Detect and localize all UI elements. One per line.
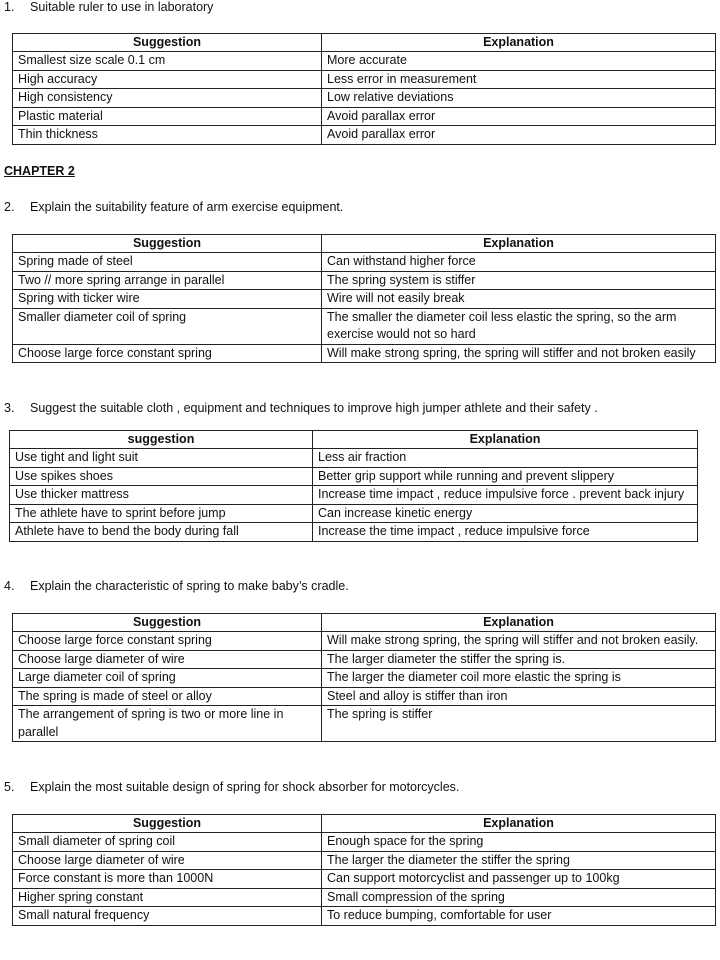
column-header-explanation: Explanation	[313, 431, 698, 449]
column-header-explanation: Explanation	[322, 815, 716, 833]
explanation-cell: The spring system is stiffer	[322, 271, 716, 290]
chapter-heading: CHAPTER 2	[4, 164, 75, 178]
table-row	[13, 126, 716, 145]
explanation-cell: Will make strong spring, the spring will stiffer and not broken easily.	[322, 632, 716, 651]
column-header-explanation: Explanation	[322, 34, 716, 52]
table-row	[13, 70, 716, 89]
table-row	[13, 52, 716, 71]
suggestion-cell: Use tight and light suit	[10, 449, 313, 468]
table-row	[13, 669, 716, 688]
suggestion-cell: Two // more spring arrange in parallel	[13, 271, 322, 290]
table-q2	[12, 234, 716, 363]
table-q4	[12, 613, 716, 742]
table-q5	[12, 814, 716, 926]
explanation-cell: Low relative deviations	[322, 89, 716, 108]
explanation-cell: Small compression of the spring	[322, 888, 716, 907]
suggestion-cell: Thin thickness	[13, 126, 322, 145]
column-header-suggestion: Suggestion	[13, 235, 322, 253]
question-1	[4, 0, 213, 15]
suggestion-cell: Smallest size scale 0.1 cm	[13, 52, 322, 71]
table-row	[13, 687, 716, 706]
table-row	[13, 870, 716, 889]
suggestion-cell: The spring is made of steel or alloy	[13, 687, 322, 706]
table-row	[13, 107, 716, 126]
table-row	[13, 851, 716, 870]
table-row	[13, 888, 716, 907]
table-row	[13, 89, 716, 108]
explanation-cell: Less error in measurement	[322, 70, 716, 89]
suggestion-cell: The athlete have to sprint before jump	[10, 504, 313, 523]
table-row	[13, 632, 716, 651]
question-number: 1.	[4, 0, 15, 14]
explanation-cell: Steel and alloy is stiffer than iron	[322, 687, 716, 706]
suggestion-cell: Plastic material	[13, 107, 322, 126]
explanation-cell: The larger the diameter the stiffer the spring	[322, 851, 716, 870]
suggestion-cell: High consistency	[13, 89, 322, 108]
suggestion-cell: Higher spring constant	[13, 888, 322, 907]
explanation-cell: The larger diameter the stiffer the spring is.	[322, 650, 716, 669]
column-header-explanation: Explanation	[322, 614, 716, 632]
suggestion-cell: Large diameter coil of spring	[13, 669, 322, 688]
explanation-cell: Can support motorcyclist and passenger up to 100kg	[322, 870, 716, 889]
question-4	[4, 579, 349, 594]
suggestion-cell: Choose large diameter of wire	[13, 851, 322, 870]
explanation-cell: The spring is stiffer	[322, 706, 716, 742]
table-row	[13, 706, 716, 742]
explanation-cell: Increase the time impact , reduce impulsive force	[313, 523, 698, 542]
explanation-cell: Avoid parallax error	[322, 107, 716, 126]
explanation-cell: More accurate	[322, 52, 716, 71]
explanation-cell: The larger the diameter coil more elastic the spring is	[322, 669, 716, 688]
explanation-cell: Will make strong spring, the spring will stiffer and not broken easily	[322, 344, 716, 363]
suggestion-cell: Smaller diameter coil of spring	[13, 308, 322, 344]
suggestion-cell: High accuracy	[13, 70, 322, 89]
suggestion-cell: Choose large force constant spring	[13, 344, 322, 363]
explanation-cell: Avoid parallax error	[322, 126, 716, 145]
question-5	[4, 780, 459, 795]
suggestion-cell: Choose large force constant spring	[13, 632, 322, 651]
table-row	[10, 523, 698, 542]
question-text: Suitable ruler to use in laboratory	[30, 0, 214, 14]
table-q3	[9, 430, 698, 542]
explanation-cell: To reduce bumping, comfortable for user	[322, 907, 716, 926]
table-row	[10, 449, 698, 468]
suggestion-cell: The arrangement of spring is two or more line in parallel	[13, 706, 322, 742]
table-row	[13, 253, 716, 272]
suggestion-cell: Spring with ticker wire	[13, 290, 322, 309]
explanation-cell: Can withstand higher force	[322, 253, 716, 272]
column-header-suggestion: Suggestion	[13, 815, 322, 833]
table-row	[13, 308, 716, 344]
explanation-cell: Enough space for the spring	[322, 833, 716, 852]
column-header-suggestion: Suggestion	[13, 614, 322, 632]
suggestion-cell: Force constant is more than 1000N	[13, 870, 322, 889]
table-row	[10, 504, 698, 523]
question-number: 4.	[4, 579, 15, 593]
table-q1	[12, 33, 716, 145]
explanation-cell: Can increase kinetic energy	[313, 504, 698, 523]
question-text: Explain the characteristic of spring to make baby’s cradle.	[30, 579, 349, 593]
suggestion-cell: Use spikes shoes	[10, 467, 313, 486]
column-header-explanation: Explanation	[322, 235, 716, 253]
explanation-cell: Less air fraction	[313, 449, 698, 468]
table-row	[13, 344, 716, 363]
question-number: 3.	[4, 401, 15, 415]
table-row	[13, 833, 716, 852]
column-header-suggestion: suggestion	[10, 431, 313, 449]
explanation-cell: The smaller the diameter coil less elastic the spring, so the arm exercise would not so hard	[322, 308, 716, 344]
table-row	[13, 271, 716, 290]
column-header-suggestion: Suggestion	[13, 34, 322, 52]
question-text: Explain the most suitable design of spring for shock absorber for motorcycles.	[30, 780, 460, 794]
suggestion-cell: Small natural frequency	[13, 907, 322, 926]
suggestion-cell: Athlete have to bend the body during fall	[10, 523, 313, 542]
suggestion-cell: Use thicker mattress	[10, 486, 313, 505]
table-row	[13, 290, 716, 309]
suggestion-cell: Spring made of steel	[13, 253, 322, 272]
explanation-cell: Better grip support while running and prevent slippery	[313, 467, 698, 486]
suggestion-cell: Choose large diameter of wire	[13, 650, 322, 669]
question-text: Suggest the suitable cloth , equipment and techniques to improve high jumper athlete and their safety .	[30, 401, 598, 415]
question-number: 5.	[4, 780, 15, 794]
table-row	[10, 486, 698, 505]
table-row	[10, 467, 698, 486]
table-row	[13, 907, 716, 926]
question-2	[4, 200, 343, 215]
explanation-cell: Wire will not easily break	[322, 290, 716, 309]
suggestion-cell: Small diameter of spring coil	[13, 833, 322, 852]
question-3	[4, 401, 598, 416]
question-text: Explain the suitability feature of arm exercise equipment.	[30, 200, 344, 214]
table-row	[13, 650, 716, 669]
question-number: 2.	[4, 200, 15, 214]
explanation-cell: Increase time impact , reduce impulsive force . prevent back injury	[313, 486, 698, 505]
